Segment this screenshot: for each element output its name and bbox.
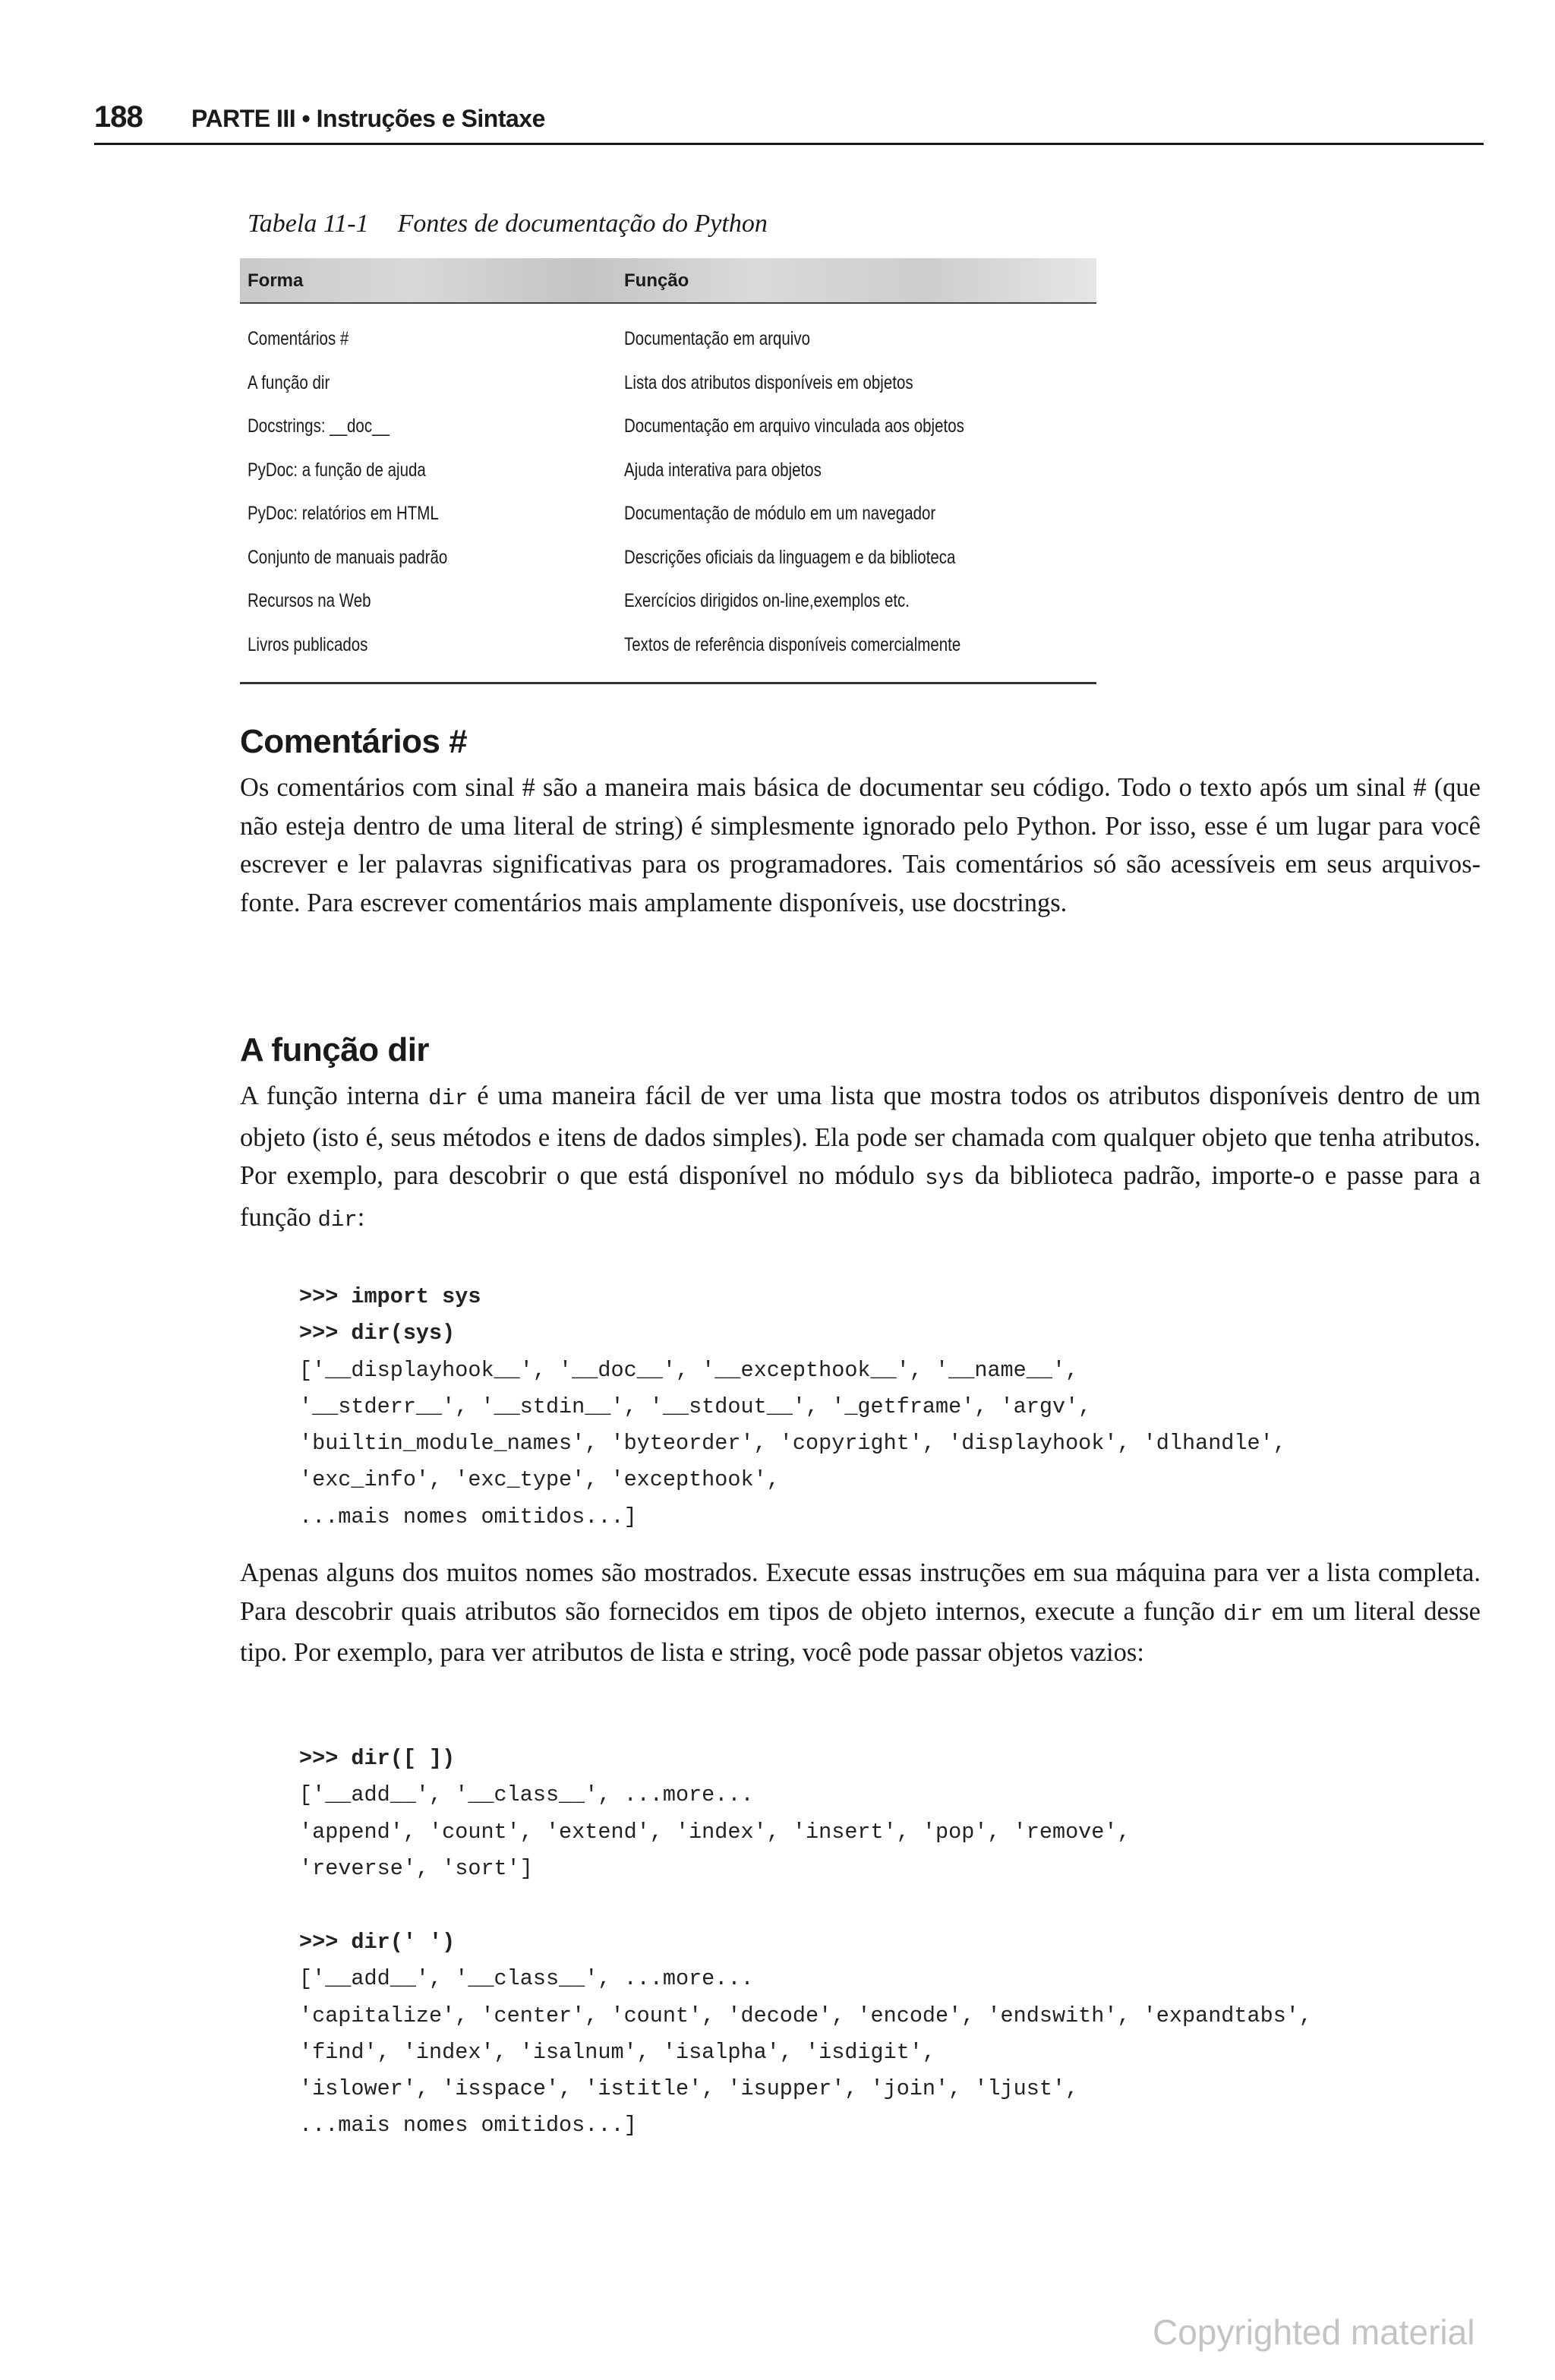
table-row [240,449,1096,493]
section-heading-comments: Comentários # [240,723,468,760]
table-caption-number: Tabela 11-1 [248,210,369,238]
code-line: ...mais nomes omitidos...] [299,1504,637,1529]
table-cell-forma: A função dir [248,371,330,393]
table-body [240,304,1096,684]
text-run: em um literal desse tipo. Por exemplo, para ver atributos de lista e string, você pode passar objetos vazios: [240,1596,1481,1667]
documentation-sources-table [240,258,1096,684]
text-run: A função interna [240,1081,429,1110]
inline-code: dir [1223,1601,1263,1627]
code-line: >>> dir([ ]) [299,1746,456,1771]
table-cell-funcao: Textos de referência disponíveis comercialmente [624,633,961,655]
code-line: >>> dir(sys) [299,1321,456,1346]
table-row [240,536,1096,580]
table-cell-funcao: Documentação em arquivo vinculada aos objetos [624,415,964,437]
code-block-dir-list [299,1741,1131,1887]
code-line: ['__add__', '__class__', ...more... [299,1966,754,1992]
table-cell-forma: Comentários # [248,328,349,349]
table-cell-forma: Livros publicados [248,633,368,655]
code-line: >>> import sys [299,1284,481,1309]
code-line: 'islower', 'isspace', 'istitle', 'isupper', 'join', 'ljust', [299,2076,1079,2102]
table-cell-funcao: Documentação de módulo em um navegador [624,503,936,524]
code-block-dir-sys [299,1279,1286,1536]
code-line: 'builtin_module_names', 'byteorder', 'copyright', 'displayhook', 'dlhandle', [299,1431,1286,1457]
table-cell-forma: PyDoc: relatórios em HTML [248,503,439,524]
table-cell-funcao: Exercícios dirigidos on-line,exemplos etc. [624,590,910,611]
table-cell-forma: Conjunto de manuais padrão [248,546,448,568]
table-cell-funcao: Descrições oficiais da linguagem e da biblioteca [624,546,956,568]
table-caption [248,210,768,238]
table-row [240,623,1096,668]
table-row [240,492,1096,536]
code-line: 'append', 'count', 'extend', 'index', 'insert', 'pop', 'remove', [299,1819,1131,1845]
table-header-funcao: Função [624,270,689,291]
code-line: ...mais nomes omitidos...] [299,2113,637,2139]
text-run: Apenas alguns dos muitos nomes são mostrados. Execute essas instruções em sua máquina para ver a lista completa. Para descobrir quais atributos são fornecidos em tipos de objeto internos, execute a função [240,1558,1481,1626]
inline-code: dir [317,1207,358,1233]
table-row [240,317,1096,361]
paragraph-comments: Os comentários com sinal # são a maneira mais básica de documentar seu código. Todo o texto após um sinal # (que não esteja dentro de uma literal de string) é simplesmente ignorado pelo Python. Por isso, esse é um lugar para você escrever e ler palavras significativas para os programadores. Tais comentários só são acessíveis em seus arquivos-fonte. Para escrever comentários mais amplamente disponíveis, use docstrings. [240,773,1481,917]
table-cell-funcao: Lista dos atributos disponíveis em objetos [624,371,913,393]
table-cell-forma: PyDoc: a função de ajuda [248,459,426,481]
table-row [240,361,1096,406]
code-line: 'reverse', 'sort'] [299,1855,533,1881]
table-cell-funcao: Documentação em arquivo [624,328,811,349]
text-run: : [357,1202,365,1232]
code-block-dir-string [299,1924,1312,2145]
inline-code: sys [925,1166,965,1191]
running-title: PARTE III • Instruções e Sintaxe [191,105,545,132]
code-line: 'exc_info', 'exc_type', 'excepthook', [299,1467,780,1493]
table-header-row [240,258,1096,304]
code-line: 'capitalize', 'center', 'count', 'decode', 'encode', 'endswith', 'expandtabs', [299,2003,1313,2028]
copyright-watermark: Copyrighted material [1153,2312,1475,2352]
code-line: ['__add__', '__class__', ...more... [299,1782,754,1808]
table-cell-forma: Recursos na Web [248,590,371,611]
code-line: 'find', 'index', 'isalnum', 'isalpha', 'isdigit', [299,2039,936,2065]
table-row [240,579,1096,623]
table-header-forma: Forma [248,270,304,291]
text-run: da biblioteca padrão, importe-o e passe para a função [240,1161,1481,1232]
running-header [94,97,1484,145]
table-cell-forma: Docstrings: __doc__ [248,415,390,437]
table-cell-funcao: Ajuda interativa para objetos [624,459,822,481]
text-run: é uma maneira fácil de ver uma lista que mostra todos os atributos disponíveis dentro de um objeto (isto é, seus métodos e itens de dados simples). Ela pode ser chamada com qualquer objeto que tenha atributos. Por exemplo, para descobrir o que está disponível no módulo [240,1081,1481,1190]
code-line: >>> dir(' ') [299,1930,456,1955]
section-heading-dir: A função dir [240,1031,430,1068]
paragraph-dir-intro [240,1077,1481,1239]
inline-code: dir [428,1086,468,1111]
code-line: '__stderr__', '__stdin__', '__stdout__', '_getframe', 'argv', [299,1394,1092,1419]
code-line: ['__displayhook__', '__doc__', '__excepthook__', '__name__', [299,1357,1079,1383]
paragraph-dir-types [240,1554,1481,1672]
table-row [240,405,1096,449]
page-number: 188 [94,100,143,134]
table-caption-title: Fontes de documentação do Python [397,210,768,238]
